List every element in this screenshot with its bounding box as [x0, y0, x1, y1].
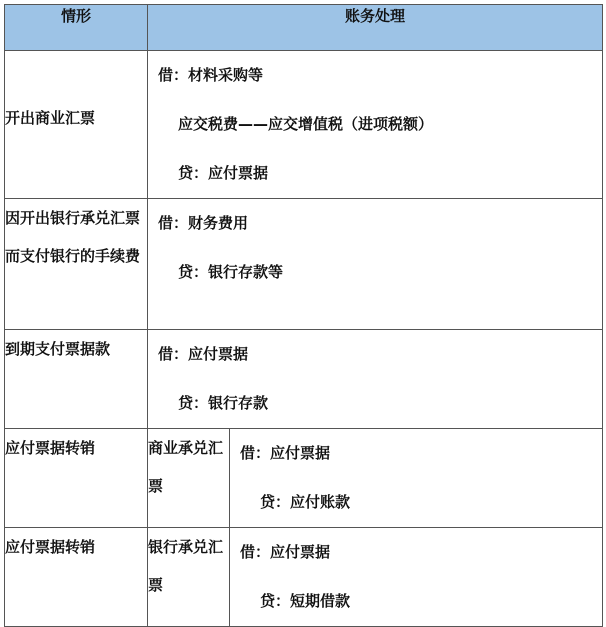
- header-treatment: 账务处理: [148, 5, 603, 51]
- table-row: [5, 528, 603, 627]
- accounting-table: [4, 4, 603, 627]
- entry-line: 借：财务费用: [158, 214, 249, 232]
- entry-line: 借：应付票据: [240, 444, 331, 462]
- treatment-cell: [148, 51, 603, 199]
- treatment-cell: [148, 199, 603, 330]
- treatment-cell: [230, 429, 603, 528]
- entry-line: 借：应付票据: [240, 543, 331, 561]
- situation-cell: 到期支付票据款: [5, 330, 148, 429]
- table-row: [5, 330, 603, 429]
- entry-line: 贷：短期借款: [260, 592, 351, 610]
- table-row: [5, 51, 603, 199]
- entry-line: 贷：应付账款: [260, 493, 351, 511]
- entry-line: 贷：应付票据: [178, 164, 269, 182]
- entry-line: 应交税费——应交增值税（进项税额）: [178, 115, 434, 133]
- subtype-cell: 银行承兑汇票: [148, 528, 230, 627]
- table-row: [5, 199, 603, 330]
- entry-line: 贷：银行存款等: [178, 263, 284, 281]
- subtype-cell: 商业承兑汇票: [148, 429, 230, 528]
- situation-cell: 应付票据转销: [5, 528, 148, 627]
- entry-line: 贷：银行存款: [178, 394, 269, 412]
- treatment-cell: [230, 528, 603, 627]
- entry-line: 借：材料采购等: [158, 66, 264, 84]
- header-situation: 情形: [5, 5, 148, 51]
- table-row: [5, 429, 603, 528]
- header-row: [5, 5, 603, 51]
- situation-cell: 开出商业汇票: [5, 51, 148, 199]
- situation-cell: 因开出银行承兑汇票而支付银行的手续费: [5, 199, 148, 330]
- entry-line: 借：应付票据: [158, 345, 249, 363]
- situation-cell: 应付票据转销: [5, 429, 148, 528]
- treatment-cell: [148, 330, 603, 429]
